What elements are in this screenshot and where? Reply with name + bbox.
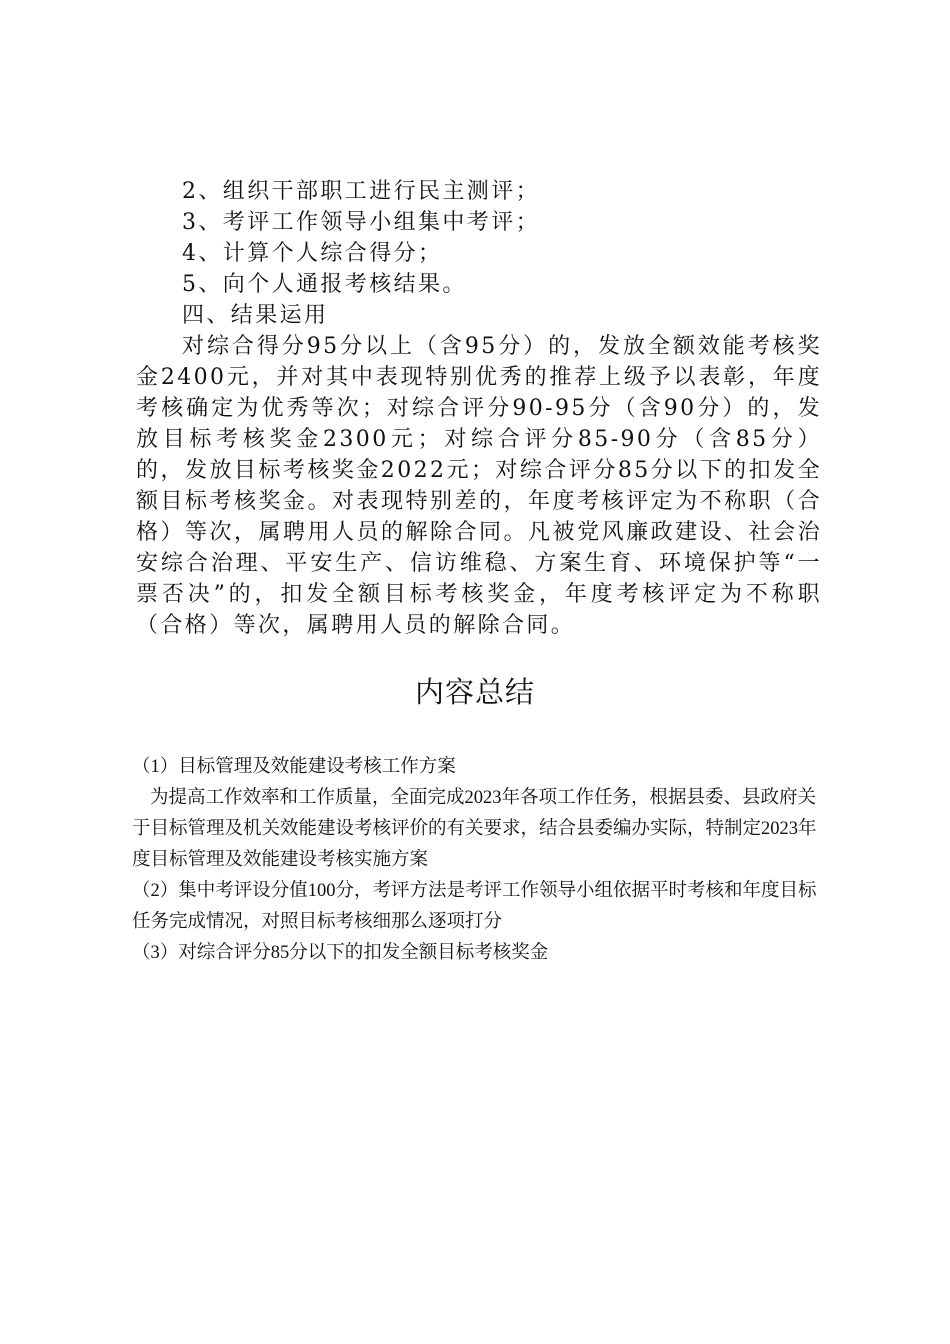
procedure-step-4: 4、计算个人综合得分； bbox=[182, 241, 443, 266]
assessment-procedure-section bbox=[136, 176, 822, 641]
summary-section bbox=[132, 752, 826, 969]
procedure-step-2: 2、组织干部职工进行民主测评； bbox=[182, 179, 540, 204]
summary-item-1-body: 为提高工作效率和工作质量，全面完成2023年各项工作任务，根据县委、县政府关于目标管理及机关效能建设考核评价的有关要求，结合县委编办实际，特制定2023年度目标管理及效能建设考核实施方案 bbox=[132, 788, 817, 870]
summary-item-3: （3）对综合评分85分以下的扣发全额目标考核奖金 bbox=[132, 943, 549, 963]
summary-item-2: （2）集中考评设分值100分，考评方法是考评工作领导小组依据平时考核和年度目标任务完成情况，对照目标考核细那么逐项打分 bbox=[132, 881, 817, 932]
result-application-paragraph: 对综合得分95分以上（含95分）的，发放全额效能考核奖金2400元，并对其中表现特别优秀的推荐上级予以表彰，年度考核确定为优秀等次；对综合评分90-95分（含90分）的，发放目标考核奖金2300元；对综合评分85-90分（含85分）的，发放目标考核奖金2022元；对综合评分85分以下的扣发全额目标考核奖金。对表现特别差的，年度考核评定为不称职（合格）等次，属聘用人员的解除合同。凡被党风廉政建设、社会治安综合治理、平安生产、信访维稳、方案生育、环境保护等“一票否决”的，扣发全额目标考核奖金，年度考核评定为不称职（合格）等次，属聘用人员的解除合同。 bbox=[136, 334, 822, 638]
section-four-heading: 四、结果运用 bbox=[182, 303, 329, 328]
summary-item-1-heading: （1）目标管理及效能建设考核工作方案 bbox=[132, 757, 456, 777]
procedure-step-3: 3、考评工作领导小组集中考评； bbox=[182, 210, 540, 235]
procedure-step-5: 5、向个人通报考核结果。 bbox=[182, 272, 467, 297]
summary-title: 内容总结 bbox=[414, 675, 535, 709]
